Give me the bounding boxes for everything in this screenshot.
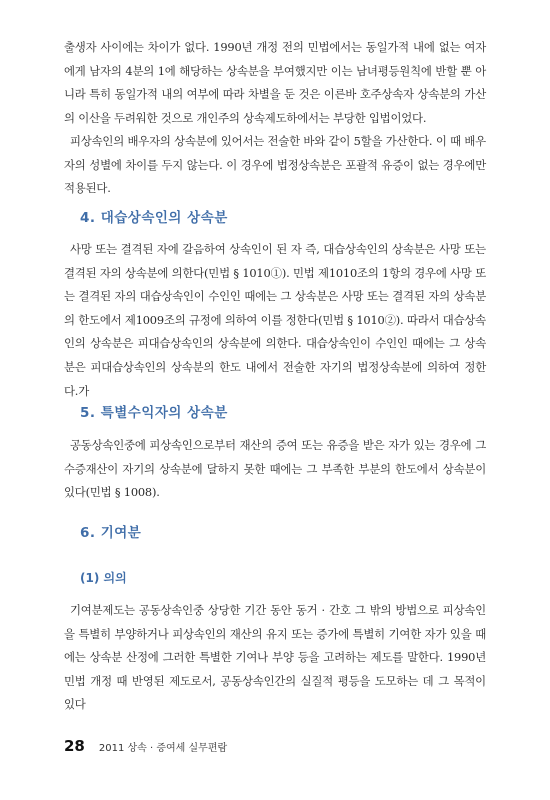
body-paragraph-intro: 출생자 사이에는 차이가 없다. 1990년 개정 전의 민법에서는 동일가적 내에 없는 여자에게 남자의 4분의 1에 해당하는 상속분을 부여했지만 이는 남녀평등원칙에 반할 뿐 아니라 특히 동일가적 내의 여부에 따라 차별을 둔 것은 이른바 호주상속자 상속분의 가산의 이산을 두려워한 것으로 개인주의 상속제도하에서는 부당한 입법이었다.: [64, 40, 486, 125]
body-paragraph-spouse: 피상속인의 배우자의 상속분에 있어서는 전술한 바와 같이 5할을 가산한다. 이 때 배우자의 성별에 차이를 두지 않는다. 이 경우에 법정상속분은 포괄적 유증이 없는 경우에만 적용된다.: [64, 134, 486, 196]
body-paragraph-special-beneficiary: 공동상속인중에 피상속인으로부터 재산의 증여 또는 유증을 받은 자가 있는 경우에 그 수증재산이 자기의 상속분에 달하지 못한 때에는 그 부족한 부분의 한도에서 상속분이 있다(민법 § 1008).: [64, 438, 486, 500]
body-paragraph-substitute-heir: 사망 또는 결격된 자에 갈음하여 상속인이 된 자 즉, 대습상속인의 상속분은 사망 또는 결격된 자의 상속분에 의한다(민법 § 1010①). 민법 제1010조의 1항의 경우에 사망 또는 결격된 자의 대습상속인이 수인인 때에는 그 상속분은 사망 또는 결격된 자의 상속분의 한도에서 제1009조의 규정에 의하여 이를 정한다(민법 § 1010②). 따라서 대습상속인의 상속분은 피대습상속인의 상속분에 의한다. 대습상속인이 수인인 때에는 그 상속분은 피대습상속인의 상속분의 한도 내에서 전술한 자기의 법정상속분에 의하여 정한다.가: [64, 242, 486, 398]
subsection-heading-meaning: (1) 의의: [80, 571, 127, 585]
section-heading-4: 4. 대습상속인의 상속분: [80, 210, 228, 226]
body-paragraph-contribution: 기여분제도는 공동상속인중 상당한 기간 동안 동거 · 간호 그 밖의 방법으로 피상속인을 특별히 부양하거나 피상속인의 재산의 유지 또는 증가에 특별히 기여한 자가 있을 때에는 상속분 산정에 그러한 특별한 기여나 부양 등을 고려하는 제도를 말한다. 1990년 민법 개정 때 반영된 제도로서, 공동상속인간의 실질적 평등을 도모하는 데 그 목적이 있다: [64, 603, 486, 712]
section-heading-5: 5. 특별수익자의 상속분: [80, 405, 228, 421]
book-title: 2011 상속 · 증여세 실무편람: [98, 743, 228, 754]
section-heading-6: 6. 기여분: [80, 525, 142, 541]
page-number: 28: [64, 737, 85, 755]
page-footer: [64, 737, 227, 755]
